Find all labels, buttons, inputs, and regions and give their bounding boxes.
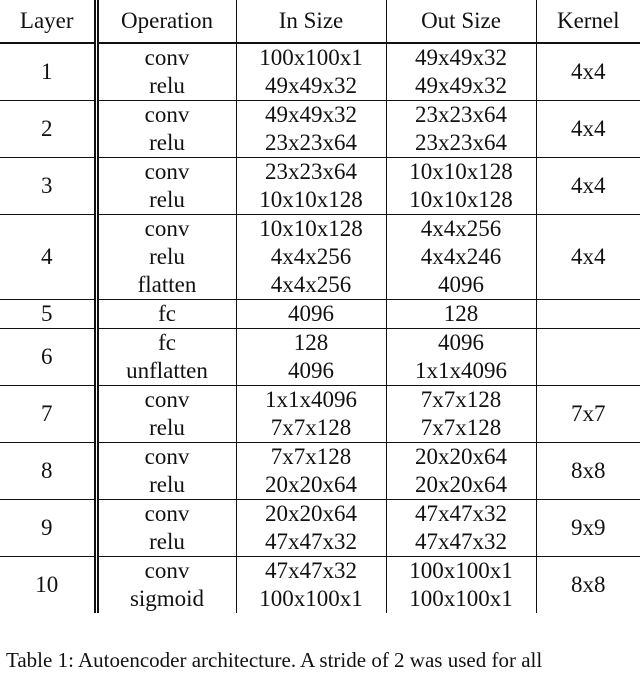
in-size-cell-line: 10x10x128 (259, 216, 363, 241)
operation-cell (96, 500, 236, 557)
kernel-cell (536, 300, 640, 329)
table-row (0, 43, 640, 101)
table-row (0, 158, 640, 215)
table-row (0, 557, 640, 614)
out-size-cell-line: 49x49x32 (415, 45, 507, 70)
in-size-cell (236, 158, 386, 215)
operation-cell (96, 43, 236, 101)
layer-cell: 6 (0, 329, 96, 386)
operation-cell (96, 215, 236, 300)
operation-cell-line: unflatten (126, 358, 208, 383)
out-size-cell-line: 23x23x64 (415, 102, 507, 127)
out-size-cell-line: 47x47x32 (415, 501, 507, 526)
in-size-cell-line: 7x7x128 (270, 415, 352, 440)
in-size-cell-line: 1x1x4096 (265, 387, 357, 412)
operation-cell-line: conv (144, 159, 190, 184)
layer-cell: 8 (0, 443, 96, 500)
kernel-cell: 9x9 (536, 500, 640, 557)
out-size-cell (386, 43, 536, 101)
operation-cell-line: conv (144, 216, 190, 241)
operation-cell (96, 300, 236, 329)
in-size-cell (236, 101, 386, 158)
out-size-cell-line: 4096 (438, 330, 484, 355)
layer-cell: 5 (0, 300, 96, 329)
in-size-cell-line: 4x4x256 (270, 244, 352, 269)
operation-cell-line: relu (149, 529, 185, 554)
in-size-cell-line: 23x23x64 (265, 130, 357, 155)
operation-cell-line: conv (144, 102, 190, 127)
kernel-cell: 8x8 (571, 572, 606, 597)
operation-cell-line: relu (149, 73, 185, 98)
operation-cell-line: relu (149, 187, 185, 212)
in-size-cell-line: 49x49x32 (265, 102, 357, 127)
out-size-cell-line: 20x20x64 (415, 472, 507, 497)
operation-cell-line: conv (144, 501, 190, 526)
in-size-cell-line: 4096 (288, 358, 334, 383)
header-operation: Operation (96, 0, 236, 43)
operation-cell (96, 443, 236, 500)
out-size-cell-line: 20x20x64 (415, 444, 507, 469)
out-size-cell (386, 329, 536, 386)
in-size-cell-line: 49x49x32 (265, 73, 357, 98)
out-size-cell-line: 10x10x128 (409, 187, 513, 212)
table-row (0, 386, 640, 443)
out-size-cell-line: 128 (443, 301, 479, 326)
in-size-cell-line: 4096 (288, 301, 334, 326)
operation-cell-line: conv (144, 558, 190, 583)
layer-cell: 3 (0, 158, 96, 215)
operation-cell-line: conv (144, 45, 190, 70)
operation-cell-line: conv (144, 387, 190, 412)
layer-cell: 1 (0, 43, 96, 101)
out-size-cell-line: 49x49x32 (415, 73, 507, 98)
out-size-cell-line: 10x10x128 (409, 159, 513, 184)
in-size-cell (236, 43, 386, 101)
table-body (0, 43, 640, 613)
kernel-cell: 4x4 (536, 43, 640, 101)
out-size-cell (386, 300, 536, 329)
in-size-cell (236, 557, 386, 614)
in-size-cell (236, 215, 386, 300)
layer-cell: 10 (0, 557, 96, 614)
in-size-cell-line: 47x47x32 (265, 529, 357, 554)
operation-cell-line: sigmoid (129, 586, 205, 611)
operation-cell-line: conv (144, 444, 190, 469)
in-size-cell-line: 10x10x128 (259, 187, 363, 212)
out-size-cell-line: 4x4x246 (420, 244, 502, 269)
out-size-cell-line: 1x1x4096 (415, 358, 507, 383)
in-size-cell-line: 20x20x64 (265, 501, 357, 526)
in-size-cell (236, 386, 386, 443)
header-layer: Layer (0, 0, 96, 43)
out-size-cell (386, 443, 536, 500)
out-size-cell (386, 386, 536, 443)
operation-cell-line: relu (149, 244, 185, 269)
table-row (0, 101, 640, 158)
in-size-cell-line: 47x47x32 (265, 558, 357, 583)
operation-cell-line: fc (158, 330, 176, 355)
kernel-cell (536, 329, 640, 386)
out-size-cell-line: 100x100x1 (409, 586, 513, 611)
kernel-cell: 8x8 (536, 443, 640, 500)
in-size-cell (236, 300, 386, 329)
layer-cell: 4 (0, 215, 96, 300)
out-size-cell-line: 7x7x128 (420, 387, 502, 412)
layer-cell: 2 (0, 101, 96, 158)
operation-cell-line: relu (149, 472, 185, 497)
table-caption: Table 1: Autoencoder architecture. A stride of 2 was used for all (6, 648, 543, 672)
header-out-size: Out Size (386, 0, 536, 43)
out-size-cell-line: 100x100x1 (409, 558, 513, 583)
in-size-cell-line: 4x4x256 (270, 272, 352, 297)
kernel-cell: 4x4 (536, 215, 640, 300)
in-size-cell-line: 128 (293, 330, 329, 355)
table-row (0, 329, 640, 386)
table-row (0, 500, 640, 557)
header-kernel: Kernel (536, 0, 640, 43)
operation-cell (96, 386, 236, 443)
header-in-size: In Size (236, 0, 386, 43)
out-size-cell (386, 557, 536, 614)
out-size-cell-line: 4x4x256 (420, 216, 502, 241)
out-size-cell (386, 500, 536, 557)
out-size-cell-line: 7x7x128 (420, 415, 502, 440)
out-size-cell (386, 215, 536, 300)
in-size-cell-line: 7x7x128 (270, 444, 352, 469)
out-size-cell-line: 47x47x32 (415, 529, 507, 554)
layer-cell: 7 (0, 386, 96, 443)
operation-cell-line: fc (158, 301, 176, 326)
kernel-cell: 4x4 (536, 101, 640, 158)
in-size-cell (236, 500, 386, 557)
in-size-cell-line: 100x100x1 (259, 45, 363, 70)
operation-cell (96, 557, 236, 614)
operation-cell-line: flatten (137, 272, 197, 297)
out-size-cell-line: 23x23x64 (415, 130, 507, 155)
out-size-cell (386, 158, 536, 215)
out-size-cell-line: 4096 (438, 272, 484, 297)
layer-cell: 9 (0, 500, 96, 557)
table-row (0, 300, 640, 329)
kernel-cell: 4x4 (536, 158, 640, 215)
header-row (0, 0, 640, 43)
operation-cell (96, 329, 236, 386)
table-row (0, 443, 640, 500)
operation-cell (96, 158, 236, 215)
operation-cell (96, 101, 236, 158)
in-size-cell-line: 23x23x64 (265, 159, 357, 184)
in-size-cell-line: 20x20x64 (265, 472, 357, 497)
in-size-cell (236, 329, 386, 386)
in-size-cell-line: 100x100x1 (259, 586, 363, 611)
in-size-cell (236, 443, 386, 500)
out-size-cell (386, 101, 536, 158)
kernel-cell: 7x7 (536, 386, 640, 443)
operation-cell-line: relu (149, 415, 185, 440)
operation-cell-line: relu (149, 130, 185, 155)
table-row (0, 215, 640, 300)
